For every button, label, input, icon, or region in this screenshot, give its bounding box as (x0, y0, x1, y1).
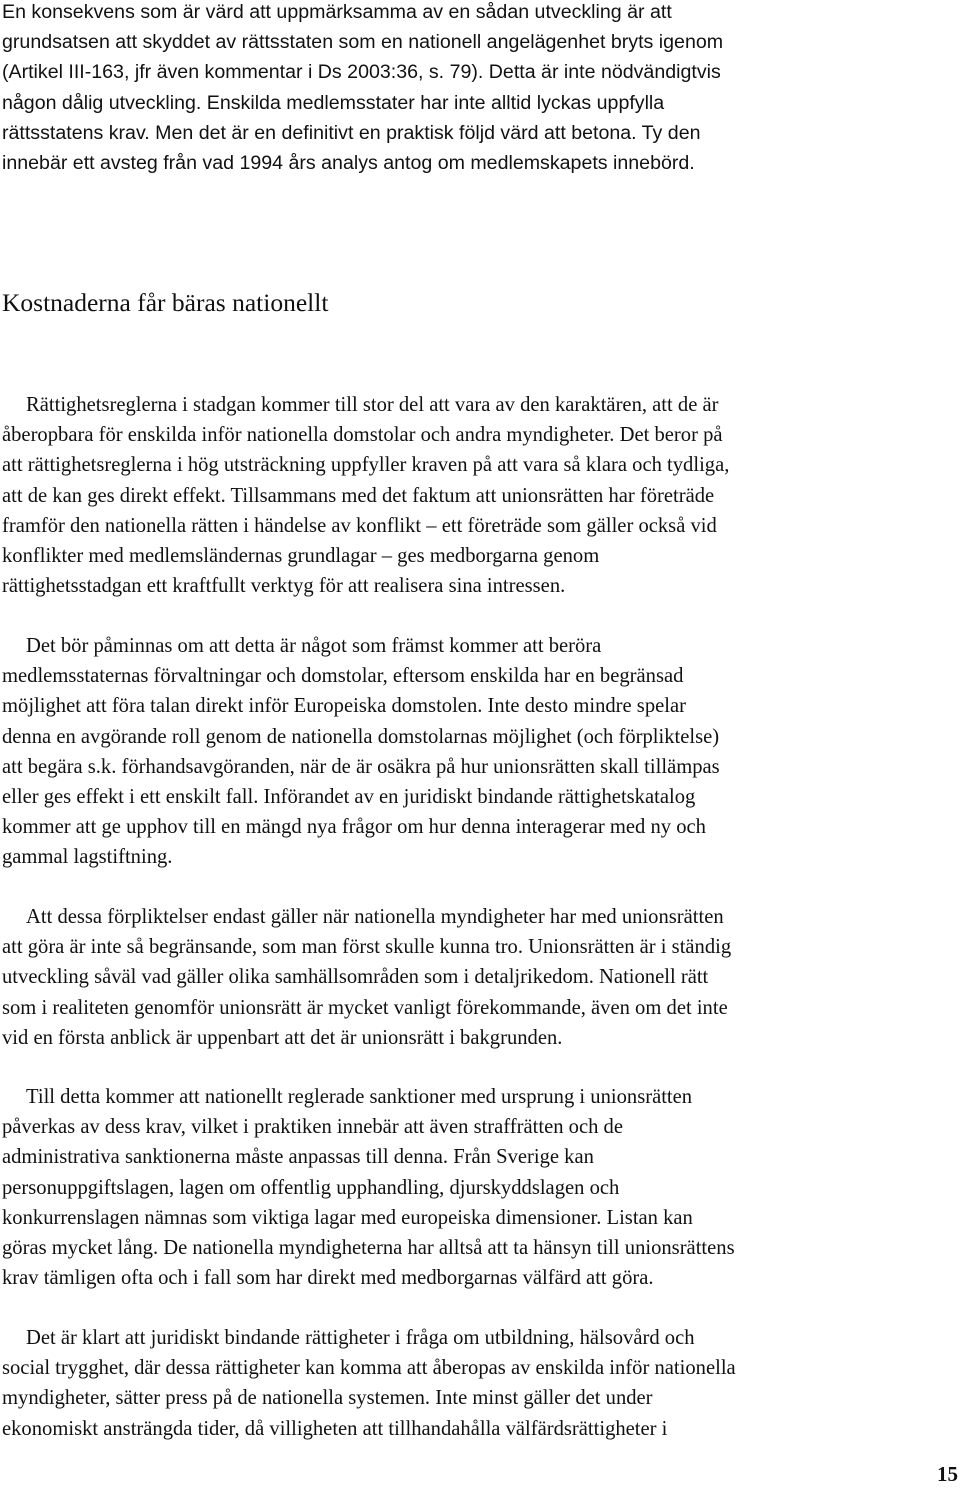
text-line: rättsstatens krav. Men det är en definitivt en praktisk följd värd att betona. Ty den (2, 121, 701, 144)
text-line: Till detta kommer att nationellt reglerade sanktioner med ursprung i unionsrätten (26, 1086, 693, 1108)
text-line: Rättighetsreglerna i stadgan kommer till stor del att vara av den karaktären, att de är (26, 394, 719, 416)
text-line: vid en första anblick är uppenbart att det är unionsrätt i bakgrunden. (2, 1026, 563, 1049)
section-heading: Kostnaderna får bäras nationellt (2, 288, 329, 317)
text-line: administrativa sanktionerna måste anpassas till denna. Från Sverige kan (2, 1146, 594, 1169)
text-line: gammal lagstiftning. (2, 846, 173, 869)
text-line: att göra är inte så begränsande, som man först skulle kunna tro. Unionsrätten är i ständig (2, 936, 732, 959)
text-line: att rättighetsreglerna i hög utsträckning uppfyller kraven på att vara så klara och tydliga, (2, 454, 730, 477)
text-line: möjlighet att föra talan direkt inför Europeiska domstolen. Inte desto mindre spelar (2, 695, 686, 718)
text-line: framför den nationella rätten i händelse av konflikt – ett företräde som gäller också vid (2, 514, 717, 537)
paragraph-welfare-rights (2, 1323, 958, 1444)
paragraph-intro (2, 0, 958, 178)
text-line: En konsekvens som är värd att uppmärksamma av en sådan utveckling är att (2, 1, 672, 23)
text-line: konflikter med medlemsländernas grundlagar – ges medborgarna genom (2, 545, 600, 568)
text-line: (Artikel III-163, jfr även kommentar i Ds 2003:36, s. 79). Detta är inte nödvändigtvis (2, 61, 721, 84)
text-line: någon dålig utveckling. Enskilda medlemsstater har inte alltid lyckas uppfylla (2, 91, 665, 114)
text-line: att begära s.k. förhandsavgöranden, när de är osäkra på hur unionsrätten skall tillämpas (2, 755, 720, 778)
paragraph-rights-rules (2, 390, 958, 601)
text-line: göras mycket lång. De nationella myndigheterna har alltså att ta hänsyn till unionsrättens (2, 1237, 735, 1260)
text-line: krav tämligen ofta och i fall som har direkt med medborgarnas välfärd att göra. (2, 1267, 654, 1290)
text-line: som i realiteten genomför unionsrätt är mycket vanligt förekommande, även om det inte (2, 996, 728, 1019)
text-line: utveckling såväl vad gäller olika samhällsområden som i detaljrikedom. Nationell rätt (2, 966, 709, 989)
paragraph-sanctions (2, 1082, 958, 1293)
text-line: kommer att ge upphov till en mängd nya frågor om hur denna interagerar med ny och (2, 816, 706, 839)
text-line: åberopbara för enskilda inför nationella domstolar och andra myndigheter. Det beror på (2, 424, 723, 447)
text-line: Det är klart att juridiskt bindande rättigheter i fråga om utbildning, hälsovård och (26, 1327, 695, 1349)
text-line: Det bör påminnas om att detta är något som främst kommer att beröra (26, 635, 602, 657)
text-line: denna en avgörande roll genom de nationella domstolarnas möjlighet (och förpliktelse) (2, 725, 720, 748)
text-line: påverkas av dess krav, vilket i praktiken innebär att även straffrätten och de (2, 1116, 623, 1139)
text-line: myndigheter, sätter press på de nationella systemen. Inte minst gäller det under (2, 1387, 653, 1410)
text-line: ekonomiskt ansträngda tider, då villigheten att tillhandahålla välfärdsrättigheter i (2, 1417, 668, 1440)
text-line: personuppgiftslagen, lagen om offentlig upphandling, djurskyddslagen och (2, 1176, 620, 1199)
text-line: innebär ett avsteg från vad 1994 års analys antog om medlemskapets innebörd. (2, 152, 695, 175)
text-line: grundsatsen att skyddet av rättsstaten som en nationell angelägenhet bryts igenom (2, 31, 724, 54)
text-line: medlemsstaternas förvaltningar och domstolar, eftersom enskilda har en begränsad (2, 665, 684, 688)
text-line: rättighetsstadgan ett kraftfullt verktyg för att realisera sina intressen. (2, 575, 566, 598)
text-line: eller ges effekt i ett enskilt fall. Införandet av en juridiskt bindande rättighetskatalog (2, 786, 696, 809)
text-line: att de kan ges direkt effekt. Tillsammans med det faktum att unionsrätten har företräde (2, 484, 715, 507)
paragraph-courts (2, 631, 958, 873)
text-line: social trygghet, där dessa rättigheter kan komma att åberopas av enskilda inför nationella (2, 1357, 736, 1380)
text-line: konkurrenslagen nämnas som viktiga lagar med europeiska dimensioner. Listan kan (2, 1206, 693, 1229)
page-number: 15 (937, 1462, 958, 1486)
paragraph-obligations (2, 902, 958, 1053)
text-line: Att dessa förpliktelser endast gäller när nationella myndigheter har med unionsrätten (26, 906, 724, 928)
